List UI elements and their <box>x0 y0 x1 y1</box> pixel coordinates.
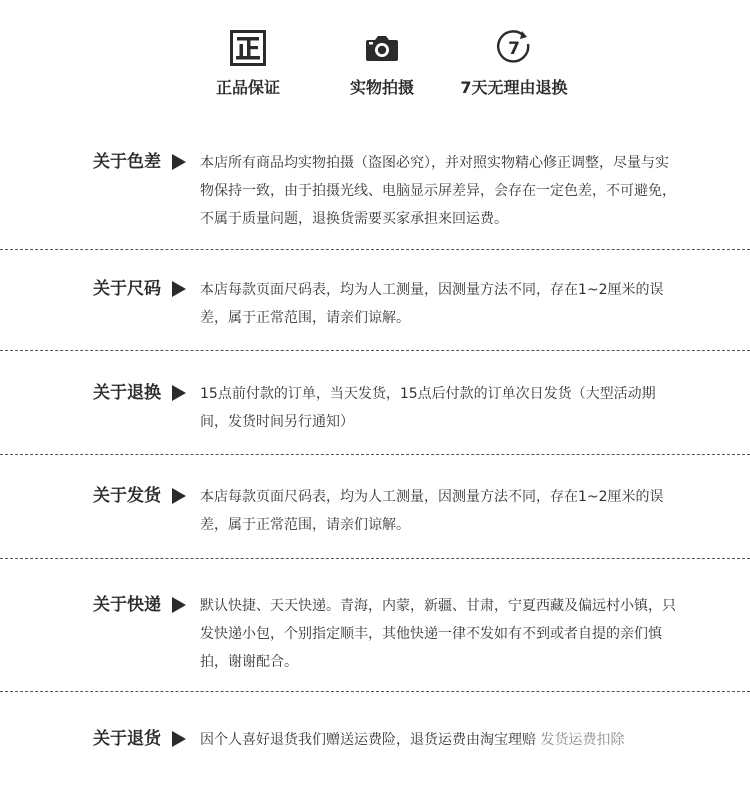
divider <box>0 350 750 351</box>
badge-label: 7天无理由退换 <box>460 78 568 97</box>
arrow-right-icon <box>172 385 186 401</box>
seven-day-number: 7 <box>508 39 520 59</box>
section-title: 关于发货 <box>93 486 161 506</box>
section-text <box>200 726 680 754</box>
section-text: 本店每款页面尺码表，均为人工测量，因测量方法不同，存在1~2厘米的误差，属于正常范围，请亲们谅解。 <box>200 489 664 533</box>
zheng-quality-icon <box>230 30 266 66</box>
section-text: 本店每款页面尺码表，均为人工测量，因测量方法不同，存在1~2厘米的误差，属于正常范围，请亲们谅解。 <box>200 282 664 326</box>
badge-label: 正品保证 <box>215 78 280 97</box>
guarantee-badges <box>0 28 750 108</box>
section-text: 本店所有商品均实物拍摄（盗图必究），并对照实物精心修正调整，尽量与实物保持一致，由于拍摄光线、电脑显示屏差异，会存在一定色差，不可避免，不属于质量问题，退换货需要买家承担来回运费。 <box>200 155 676 227</box>
section-title: 关于快递 <box>93 595 161 615</box>
section-title: 关于退货 <box>93 729 161 749</box>
divider <box>0 454 750 455</box>
badge-label: 实物拍摄 <box>349 78 414 97</box>
arrow-right-icon <box>172 154 186 170</box>
section-title: 关于色差 <box>93 152 161 172</box>
section-title: 关于尺码 <box>93 279 161 299</box>
divider <box>0 558 750 559</box>
arrow-right-icon <box>172 731 186 747</box>
refund-text-main: 因个人喜好退货我们赠送运费险，退货运费由淘宝理赔 <box>200 732 536 748</box>
arrow-right-icon <box>172 597 186 613</box>
seven-day-return-icon <box>494 28 534 68</box>
arrow-right-icon <box>172 488 186 504</box>
divider <box>0 249 750 250</box>
arrow-right-icon <box>172 281 186 297</box>
camera-icon <box>364 33 400 63</box>
section-text: 默认快捷、天天快递。青海，内蒙，新疆、甘肃，宁夏西藏及偏远村小镇，只发快递小包，个别指定顺丰，其他快递一律不发如有不到或者自提的亲们慎拍，谢谢配合。 <box>200 598 676 670</box>
section-text: 15点前付款的订单，当天发货，15点后付款的订单次日发货（大型活动期间，发货时间另行通知） <box>200 386 656 430</box>
divider <box>0 691 750 692</box>
section-title: 关于退换 <box>93 383 161 403</box>
refund-text-muted: 发货运费扣除 <box>540 732 625 748</box>
badge-seven-day-return <box>429 28 599 98</box>
